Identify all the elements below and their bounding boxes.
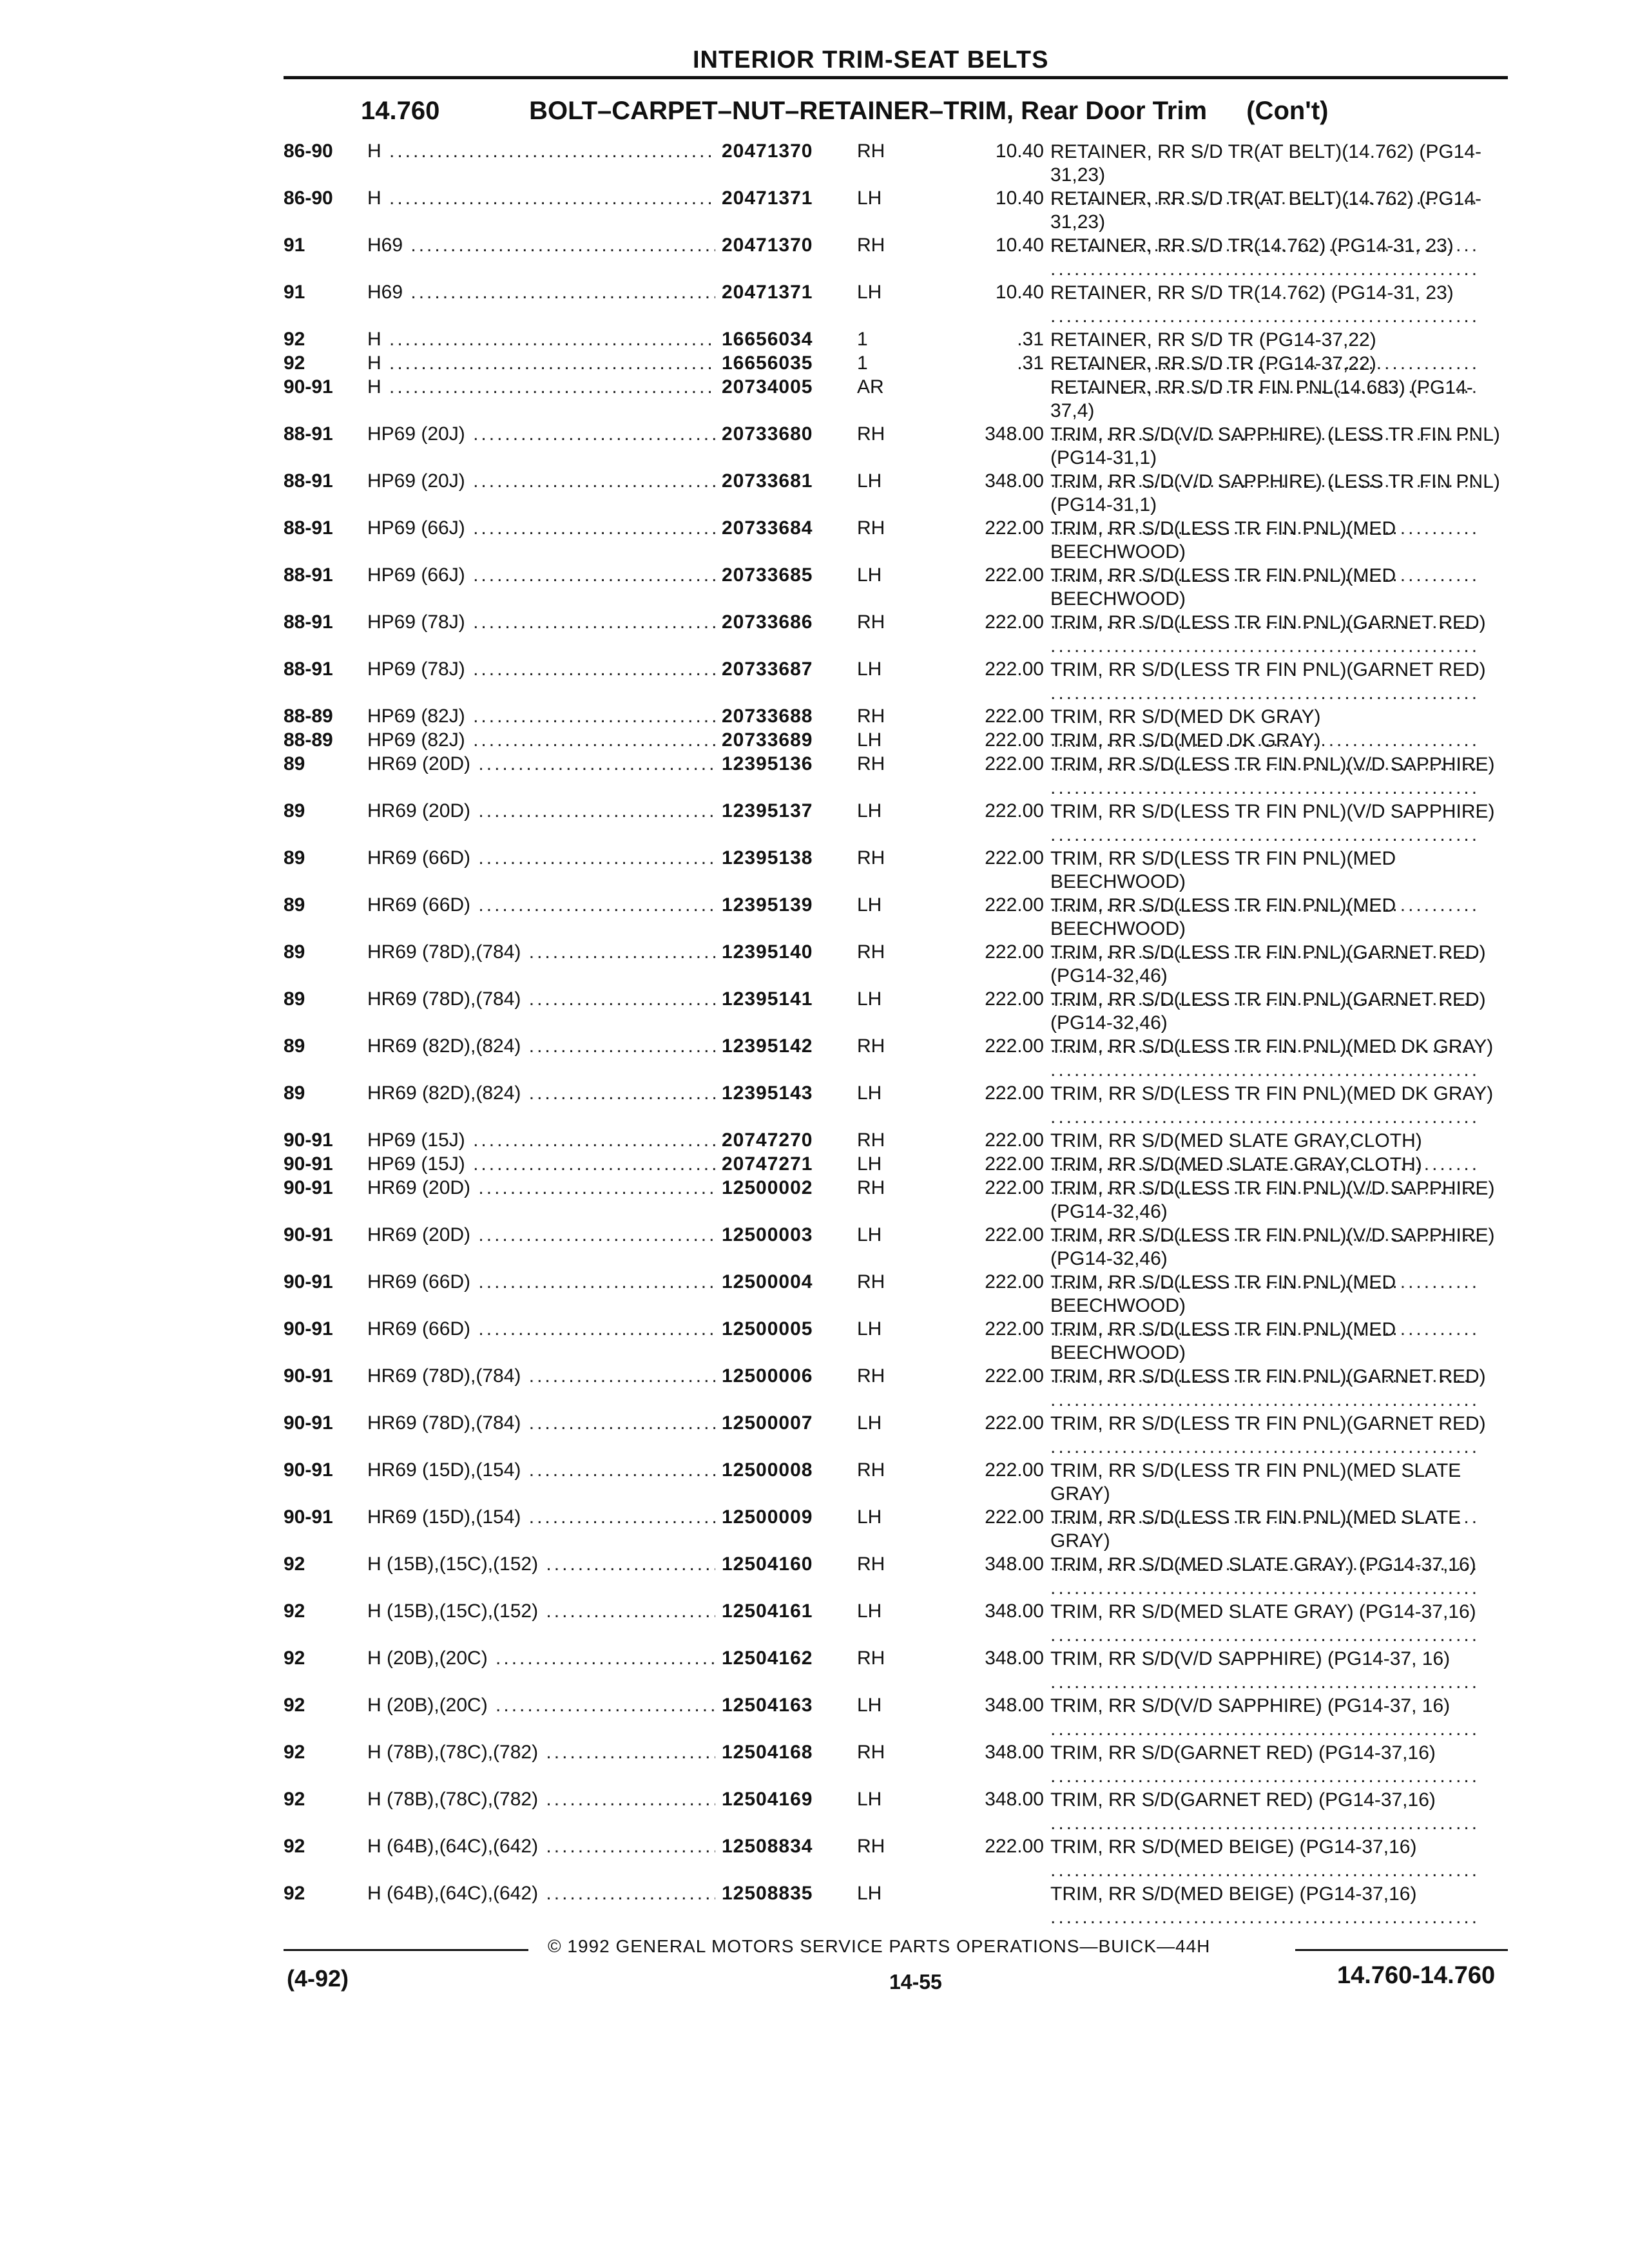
part-number: 12395140 bbox=[722, 941, 813, 963]
description: TRIM, RR S/D(LESS TR FIN PNL)(GARNET RED) ..... bbox=[1050, 1412, 1501, 1459]
model-code: HR69 (66D) ..... bbox=[367, 847, 715, 869]
description: TRIM, RR S/D(MED SLATE GRAY,CLOTH) ..... bbox=[1050, 1153, 1501, 1200]
model-code: H (78B),(78C),(782) ..... bbox=[367, 1789, 715, 1811]
model-code: H ..... bbox=[367, 329, 715, 351]
quantity: RH bbox=[857, 235, 885, 256]
model-year: 90-91 bbox=[284, 1459, 333, 1481]
price: 222.00 bbox=[985, 706, 1044, 727]
model-code: H (20B),(20C) ..... bbox=[367, 1648, 715, 1669]
description: TRIM, RR S/D(MED BEIGE) (PG14-37,16) ..... bbox=[1050, 1836, 1501, 1882]
model-year: 89 bbox=[284, 894, 305, 916]
footer-rule-left bbox=[284, 1949, 528, 1951]
model-year: 86-90 bbox=[284, 187, 333, 209]
description: TRIM, RR S/D(LESS TR FIN PNL)(MED SLATE GRAY) ..... bbox=[1050, 1506, 1501, 1576]
quantity: RH bbox=[857, 1177, 885, 1198]
model-code: HP69 (66J) ..... bbox=[367, 517, 715, 539]
quantity: RH bbox=[857, 1648, 885, 1669]
model-year: 88-91 bbox=[284, 611, 333, 633]
model-year: 90-91 bbox=[284, 1224, 333, 1245]
part-number: 20733687 bbox=[722, 658, 813, 680]
part-number: 20733684 bbox=[722, 517, 813, 539]
quantity: RH bbox=[857, 1365, 885, 1387]
quantity: RH bbox=[857, 847, 885, 869]
quantity: RH bbox=[857, 1459, 885, 1481]
quantity: LH bbox=[857, 470, 882, 492]
model-year: 92 bbox=[284, 1553, 305, 1575]
quantity: LH bbox=[857, 729, 882, 751]
part-number: 12395143 bbox=[722, 1082, 813, 1104]
price: 222.00 bbox=[985, 729, 1044, 751]
part-number: 12500002 bbox=[722, 1177, 813, 1198]
part-number: 20471371 bbox=[722, 282, 813, 303]
model-code: HR69 (78D),(784) ..... bbox=[367, 1412, 715, 1434]
description: RETAINER, RR S/D TR(AT BELT)(14.762) (PG14-31,23) ..... bbox=[1050, 187, 1501, 257]
model-year: 92 bbox=[284, 1883, 305, 1904]
description: RETAINER, RR S/D TR FIN PNL(14.683) (PG14-37,4) ..... bbox=[1050, 376, 1501, 446]
price: 222.00 bbox=[985, 1153, 1044, 1175]
description: TRIM, RR S/D(LESS TR FIN PNL)(MED BEECHWOOD) ..... bbox=[1050, 517, 1501, 587]
price: .31 bbox=[1017, 329, 1044, 350]
price: 222.00 bbox=[985, 564, 1044, 586]
quantity: LH bbox=[857, 658, 882, 680]
description: TRIM, RR S/D(LESS TR FIN PNL)(MED BEECHWOOD) ..... bbox=[1050, 1271, 1501, 1341]
description: TRIM, RR S/D(V/D SAPPHIRE) (LESS TR FIN PNL) (PG14-31,1) ..... bbox=[1050, 470, 1501, 540]
model-year: 92 bbox=[284, 1742, 305, 1763]
quantity: 1 bbox=[857, 352, 868, 374]
quantity: LH bbox=[857, 282, 882, 303]
part-number: 20733689 bbox=[722, 729, 813, 751]
description: TRIM, RR S/D(MED SLATE GRAY,CLOTH) ..... bbox=[1050, 1129, 1501, 1176]
model-year: 92 bbox=[284, 1836, 305, 1857]
quantity: LH bbox=[857, 187, 882, 209]
price: 222.00 bbox=[985, 1506, 1044, 1528]
model-code: HP69 (82J) ..... bbox=[367, 706, 715, 727]
price: 10.40 bbox=[995, 140, 1044, 162]
model-code: HP69 (15J) ..... bbox=[367, 1153, 715, 1175]
part-number: 12395137 bbox=[722, 800, 813, 822]
price: 222.00 bbox=[985, 847, 1044, 869]
price: 348.00 bbox=[985, 1742, 1044, 1763]
description: TRIM, RR S/D(LESS TR FIN PNL)(MED BEECHWOOD) ..... bbox=[1050, 1318, 1501, 1388]
model-code: HP69 (82J) ..... bbox=[367, 729, 715, 751]
description: TRIM, RR S/D(LESS TR FIN PNL)(GARNET RED) ..... bbox=[1050, 1365, 1501, 1412]
model-code: H (15B),(15C),(152) ..... bbox=[367, 1553, 715, 1575]
group-name: BOLT–CARPET–NUT–RETAINER–TRIM, Rear Door Trim bbox=[529, 97, 1208, 125]
description: TRIM, RR S/D(LESS TR FIN PNL)(GARNET RED) ..... bbox=[1050, 611, 1501, 658]
price: 222.00 bbox=[985, 941, 1044, 963]
description: TRIM, RR S/D(V/D SAPPHIRE) (PG14-37, 16) ..... bbox=[1050, 1648, 1501, 1694]
model-year: 88-89 bbox=[284, 729, 333, 751]
model-code: HR69 (20D) ..... bbox=[367, 1177, 715, 1199]
quantity: RH bbox=[857, 140, 885, 162]
model-code: H ..... bbox=[367, 376, 715, 398]
quantity: LH bbox=[857, 564, 882, 586]
part-number: 20733681 bbox=[722, 470, 813, 492]
description: TRIM, RR S/D(LESS TR FIN PNL)(V/D SAPPHIRE) ..... bbox=[1050, 753, 1501, 800]
quantity: RH bbox=[857, 1836, 885, 1857]
quantity: LH bbox=[857, 1506, 882, 1528]
group-continued: (Con't) bbox=[1246, 97, 1329, 125]
description: RETAINER, RR S/D TR (PG14-37,22) ..... bbox=[1050, 352, 1501, 399]
model-year: 92 bbox=[284, 1695, 305, 1716]
model-code: HP69 (20J) ..... bbox=[367, 470, 715, 492]
quantity: LH bbox=[857, 800, 882, 822]
part-number: 12500003 bbox=[722, 1224, 813, 1245]
part-number: 12504169 bbox=[722, 1789, 813, 1810]
part-number: 12504161 bbox=[722, 1600, 813, 1622]
price: 348.00 bbox=[985, 423, 1044, 445]
price: 10.40 bbox=[995, 282, 1044, 303]
part-number: 20733688 bbox=[722, 706, 813, 727]
description: TRIM, RR S/D(LESS TR FIN PNL)(V/D SAPPHIRE) (PG14-32,46) ..... bbox=[1050, 1224, 1501, 1294]
price: 222.00 bbox=[985, 894, 1044, 916]
description: TRIM, RR S/D(V/D SAPPHIRE) (LESS TR FIN PNL) (PG14-31,1) ..... bbox=[1050, 423, 1501, 493]
group-range: 14.760-14.760 bbox=[1337, 1962, 1496, 1989]
quantity: RH bbox=[857, 941, 885, 963]
part-number: 12395139 bbox=[722, 894, 813, 916]
model-code: H69 ..... bbox=[367, 235, 715, 256]
model-code: HP69 (78J) ..... bbox=[367, 658, 715, 680]
model-year: 89 bbox=[284, 1082, 305, 1104]
price: 10.40 bbox=[995, 187, 1044, 209]
part-number: 12500004 bbox=[722, 1271, 813, 1293]
model-year: 90-91 bbox=[284, 1271, 333, 1293]
description: TRIM, RR S/D(LESS TR FIN PNL)(MED SLATE GRAY) ..... bbox=[1050, 1459, 1501, 1529]
footer-rule-right bbox=[1295, 1949, 1508, 1951]
quantity: RH bbox=[857, 517, 885, 539]
model-code: HR69 (20D) ..... bbox=[367, 753, 715, 775]
part-number: 12508834 bbox=[722, 1836, 813, 1857]
quantity: AR bbox=[857, 376, 884, 398]
description: TRIM, RR S/D(LESS TR FIN PNL)(MED DK GRAY) ..... bbox=[1050, 1082, 1501, 1129]
price: 348.00 bbox=[985, 1553, 1044, 1575]
model-code: HR69 (20D) ..... bbox=[367, 1224, 715, 1246]
model-code: HR69 (20D) ..... bbox=[367, 800, 715, 822]
part-number: 20734005 bbox=[722, 376, 813, 398]
price: 222.00 bbox=[985, 1035, 1044, 1057]
model-code: HP69 (78J) ..... bbox=[367, 611, 715, 633]
price: 222.00 bbox=[985, 1365, 1044, 1387]
quantity: 1 bbox=[857, 329, 868, 350]
price: 222.00 bbox=[985, 517, 1044, 539]
price: 222.00 bbox=[985, 1318, 1044, 1340]
price: 222.00 bbox=[985, 800, 1044, 822]
model-year: 90-91 bbox=[284, 1365, 333, 1387]
part-number: 12504163 bbox=[722, 1695, 813, 1716]
description: TRIM, RR S/D(LESS TR FIN PNL)(GARNET RED) (PG14-32,46) ..... bbox=[1050, 941, 1501, 1011]
model-year: 89 bbox=[284, 753, 305, 774]
description: TRIM, RR S/D(GARNET RED) (PG14-37,16) ..... bbox=[1050, 1742, 1501, 1788]
model-code: H (15B),(15C),(152) ..... bbox=[367, 1600, 715, 1622]
price: 348.00 bbox=[985, 1600, 1044, 1622]
model-code: H ..... bbox=[367, 187, 715, 209]
price: 222.00 bbox=[985, 1082, 1044, 1104]
quantity: LH bbox=[857, 1224, 882, 1245]
part-number: 12500005 bbox=[722, 1318, 813, 1340]
price: 10.40 bbox=[995, 235, 1044, 256]
model-year: 90-91 bbox=[284, 1506, 333, 1528]
model-year: 90-91 bbox=[284, 1177, 333, 1198]
quantity: RH bbox=[857, 611, 885, 633]
model-year: 89 bbox=[284, 941, 305, 963]
quantity: LH bbox=[857, 1412, 882, 1434]
model-year: 92 bbox=[284, 1600, 305, 1622]
description: TRIM, RR S/D(MED DK GRAY) ..... bbox=[1050, 729, 1501, 776]
price: 222.00 bbox=[985, 1224, 1044, 1245]
model-code: HR69 (66D) ..... bbox=[367, 1318, 715, 1340]
model-code: HR69 (66D) ..... bbox=[367, 894, 715, 916]
quantity: LH bbox=[857, 1883, 882, 1904]
model-code: H (64B),(64C),(642) ..... bbox=[367, 1836, 715, 1858]
quantity: RH bbox=[857, 1271, 885, 1293]
part-number: 20733680 bbox=[722, 423, 813, 445]
model-code: H69 ..... bbox=[367, 282, 715, 303]
part-number: 12395141 bbox=[722, 988, 813, 1010]
part-number: 12395142 bbox=[722, 1035, 813, 1057]
quantity: LH bbox=[857, 894, 882, 916]
model-year: 88-91 bbox=[284, 517, 333, 539]
price: 222.00 bbox=[985, 611, 1044, 633]
quantity: LH bbox=[857, 1789, 882, 1810]
model-code: HP69 (20J) ..... bbox=[367, 423, 715, 445]
quantity: RH bbox=[857, 1553, 885, 1575]
description: TRIM, RR S/D(MED SLATE GRAY) (PG14-37,16) ..... bbox=[1050, 1600, 1501, 1647]
quantity: RH bbox=[857, 1742, 885, 1763]
price: 348.00 bbox=[985, 1648, 1044, 1669]
model-year: 90-91 bbox=[284, 1318, 333, 1340]
model-year: 89 bbox=[284, 1035, 305, 1057]
quantity: LH bbox=[857, 1318, 882, 1340]
model-code: H (20B),(20C) ..... bbox=[367, 1695, 715, 1716]
model-code: HR69 (82D),(824) ..... bbox=[367, 1082, 715, 1104]
quantity: LH bbox=[857, 1695, 882, 1716]
description: RETAINER, RR S/D TR(14.762) (PG14-31, 23) ..... bbox=[1050, 235, 1501, 281]
model-year: 88-89 bbox=[284, 706, 333, 727]
model-year: 91 bbox=[284, 235, 305, 256]
part-number: 12504160 bbox=[722, 1553, 813, 1575]
quantity: RH bbox=[857, 753, 885, 774]
price: 222.00 bbox=[985, 1129, 1044, 1151]
description: TRIM, RR S/D(LESS TR FIN PNL)(MED BEECHWOOD) ..... bbox=[1050, 564, 1501, 634]
quantity: LH bbox=[857, 1600, 882, 1622]
price: 222.00 bbox=[985, 658, 1044, 680]
quantity: RH bbox=[857, 1035, 885, 1057]
section-title: INTERIOR TRIM-SEAT BELTS bbox=[693, 46, 1049, 73]
description: TRIM, RR S/D(LESS TR FIN PNL)(V/D SAPPHIRE) (PG14-32,46) ..... bbox=[1050, 1177, 1501, 1247]
model-year: 88-91 bbox=[284, 564, 333, 586]
description: TRIM, RR S/D(LESS TR FIN PNL)(MED BEECHWOOD) ..... bbox=[1050, 894, 1501, 964]
model-year: 89 bbox=[284, 847, 305, 869]
price: 222.00 bbox=[985, 1271, 1044, 1293]
description: TRIM, RR S/D(LESS TR FIN PNL)(MED BEECHWOOD) ..... bbox=[1050, 847, 1501, 917]
model-year: 90-91 bbox=[284, 1153, 333, 1175]
model-year: 92 bbox=[284, 329, 305, 350]
model-code: HP69 (66J) ..... bbox=[367, 564, 715, 586]
model-year: 90-91 bbox=[284, 1412, 333, 1434]
model-code: HP69 (15J) ..... bbox=[367, 1129, 715, 1151]
description: TRIM, RR S/D(LESS TR FIN PNL)(MED DK GRAY) ..... bbox=[1050, 1035, 1501, 1082]
price: 222.00 bbox=[985, 1412, 1044, 1434]
price: 222.00 bbox=[985, 988, 1044, 1010]
quantity: RH bbox=[857, 706, 885, 727]
price: .31 bbox=[1017, 352, 1044, 374]
description: TRIM, RR S/D(LESS TR FIN PNL)(GARNET RED) (PG14-32,46) ..... bbox=[1050, 988, 1501, 1058]
model-code: HR69 (82D),(824) ..... bbox=[367, 1035, 715, 1057]
model-code: H (64B),(64C),(642) ..... bbox=[367, 1883, 715, 1905]
header-rule bbox=[284, 76, 1508, 79]
part-number: 20733686 bbox=[722, 611, 813, 633]
model-code: HR69 (66D) ..... bbox=[367, 1271, 715, 1293]
price: 348.00 bbox=[985, 1789, 1044, 1810]
description: RETAINER, RR S/D TR(AT BELT)(14.762) (PG14-31,23) ..... bbox=[1050, 140, 1501, 210]
part-number: 16656034 bbox=[722, 329, 813, 350]
part-number: 20471370 bbox=[722, 140, 813, 162]
model-code: HR69 (78D),(784) ..... bbox=[367, 988, 715, 1010]
price: 222.00 bbox=[985, 1177, 1044, 1198]
part-number: 12395136 bbox=[722, 753, 813, 774]
date-code: (4-92) bbox=[287, 1965, 349, 1992]
part-number: 12500006 bbox=[722, 1365, 813, 1387]
part-number: 12500007 bbox=[722, 1412, 813, 1434]
model-year: 88-91 bbox=[284, 423, 333, 445]
model-code: HR69 (15D),(154) ..... bbox=[367, 1506, 715, 1528]
model-year: 89 bbox=[284, 988, 305, 1010]
part-number: 20747270 bbox=[722, 1129, 813, 1151]
description: TRIM, RR S/D(LESS TR FIN PNL)(GARNET RED) ..... bbox=[1050, 658, 1501, 705]
quantity: LH bbox=[857, 1082, 882, 1104]
group-number: 14.760 bbox=[361, 97, 440, 125]
model-code: HR69 (78D),(784) ..... bbox=[367, 1365, 715, 1387]
part-number: 20747271 bbox=[722, 1153, 813, 1175]
price: 222.00 bbox=[985, 1836, 1044, 1857]
model-year: 88-91 bbox=[284, 658, 333, 680]
description: RETAINER, RR S/D TR (PG14-37,22) ..... bbox=[1050, 329, 1501, 375]
model-code: H ..... bbox=[367, 352, 715, 374]
price: 222.00 bbox=[985, 753, 1044, 774]
part-number: 12395138 bbox=[722, 847, 813, 869]
model-code: HR69 (15D),(154) ..... bbox=[367, 1459, 715, 1481]
model-year: 92 bbox=[284, 352, 305, 374]
part-number: 12500008 bbox=[722, 1459, 813, 1481]
model-year: 89 bbox=[284, 800, 305, 822]
part-number: 20733685 bbox=[722, 564, 813, 586]
quantity: LH bbox=[857, 988, 882, 1010]
description: RETAINER, RR S/D TR(14.762) (PG14-31, 23) ..... bbox=[1050, 282, 1501, 328]
model-year: 92 bbox=[284, 1648, 305, 1669]
part-number: 12508835 bbox=[722, 1883, 813, 1904]
model-year: 92 bbox=[284, 1789, 305, 1810]
part-number: 12504162 bbox=[722, 1648, 813, 1669]
part-number: 12504168 bbox=[722, 1742, 813, 1763]
model-code: H (78B),(78C),(782) ..... bbox=[367, 1742, 715, 1763]
quantity: LH bbox=[857, 1153, 882, 1175]
description: TRIM, RR S/D(V/D SAPPHIRE) (PG14-37, 16) ..... bbox=[1050, 1695, 1501, 1741]
price: 348.00 bbox=[985, 1695, 1044, 1716]
part-number: 12500009 bbox=[722, 1506, 813, 1528]
model-year: 91 bbox=[284, 282, 305, 303]
part-number: 20471370 bbox=[722, 235, 813, 256]
model-code: HR69 (78D),(784) ..... bbox=[367, 941, 715, 963]
description: TRIM, RR S/D(MED DK GRAY) ..... bbox=[1050, 706, 1501, 752]
part-number: 16656035 bbox=[722, 352, 813, 374]
group-heading bbox=[361, 97, 1328, 126]
price: 222.00 bbox=[985, 1459, 1044, 1481]
model-code: H ..... bbox=[367, 140, 715, 162]
description: TRIM, RR S/D(MED SLATE GRAY) (PG14-37,16) ..... bbox=[1050, 1553, 1501, 1600]
quantity: RH bbox=[857, 423, 885, 445]
copyright-text: © 1992 GENERAL MOTORS SERVICE PARTS OPERATIONS—BUICK—44H bbox=[548, 1936, 1211, 1956]
part-number: 20471371 bbox=[722, 187, 813, 209]
quantity: RH bbox=[857, 1129, 885, 1151]
model-year: 90-91 bbox=[284, 1129, 333, 1151]
price: 348.00 bbox=[985, 470, 1044, 492]
description: TRIM, RR S/D(GARNET RED) (PG14-37,16) ..... bbox=[1050, 1789, 1501, 1835]
description: TRIM, RR S/D(LESS TR FIN PNL)(V/D SAPPHIRE) ..... bbox=[1050, 800, 1501, 847]
page-number: 14-55 bbox=[889, 1970, 942, 1994]
model-year: 86-90 bbox=[284, 140, 333, 162]
description: TRIM, RR S/D(MED BEIGE) (PG14-37,16) ..... bbox=[1050, 1883, 1501, 1929]
model-year: 88-91 bbox=[284, 470, 333, 492]
model-year: 90-91 bbox=[284, 376, 333, 398]
